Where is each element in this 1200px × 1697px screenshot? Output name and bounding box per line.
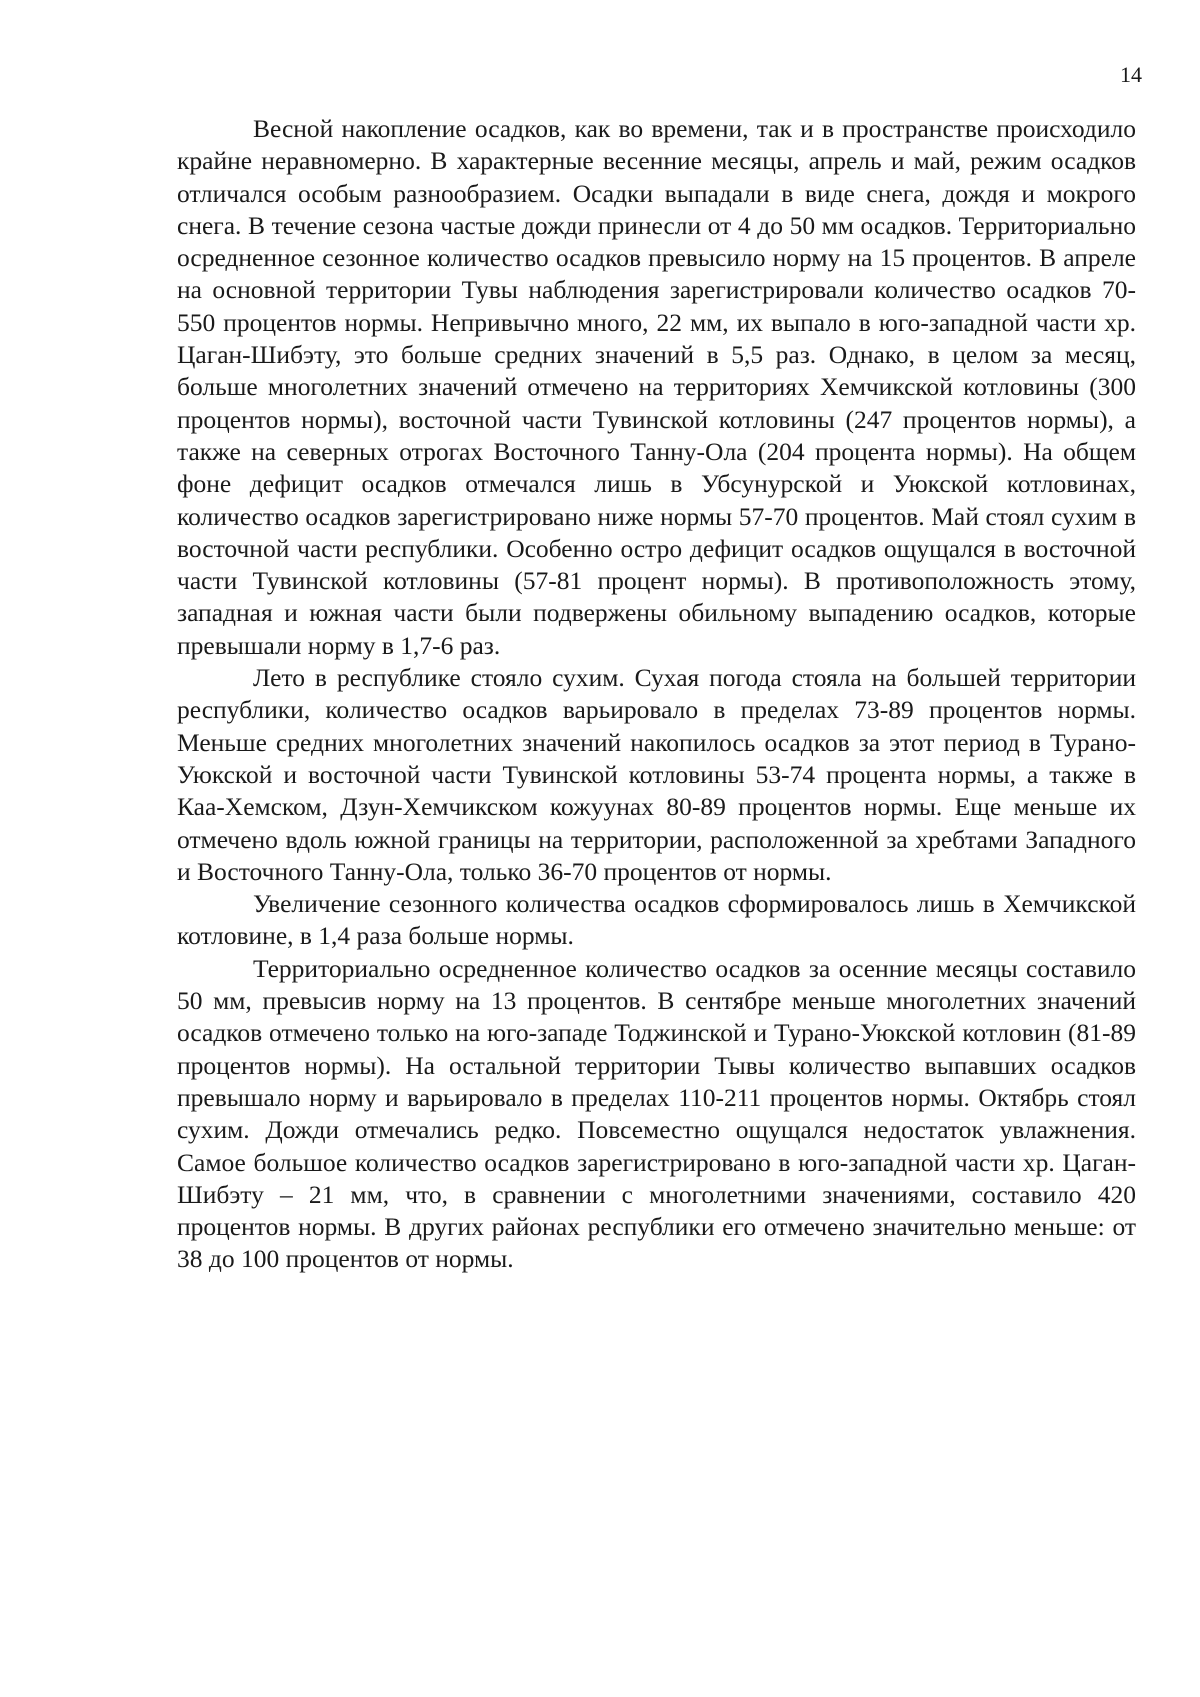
paragraph-spring: Весной накопление осадков, как во времени, так и в пространстве происходило крайне неравномерно. В характерные весенние месяцы, апрель и май, режим осадков отличался особым разнообразием. Осадки выпадали в виде снега, дождя и мокрого снега. В течение сезона частые дожди принесли от 4 до 50 мм осадков. Территориально осредненное сезонное количество осадков превысило норму на 15 процентов. В апреле на основной территории Тувы наблюдения зарегистрировали количество осадков 70-550 процентов нормы. Непривычно много, 22 мм, их выпало в юго-западной части хр. Цаган-Шибэту, это больше средних значений в 5,5 раз. Однако, в целом за месяц, больше многолетних значений отмечено на территориях Хемчикской котловины (300 процентов нормы), восточной части Тувинской котловины (247 процентов нормы), а также на северных отрогах Восточного Танну-Ола (204 процента нормы). На общем фоне дефицит осадков отмечался лишь в Убсунурской и Уюкской котловинах, количество осадков зарегистрировано ниже нормы 57-70 процентов. Май стоял сухим в восточной части республики. Особенно остро дефицит осадков ощущался в восточной части Тувинской котловины (57-81 процент нормы). В противоположность этому, западная и южная части были подвержены обильному выпадению осадков, которые превышали норму в 1,7-6 раз.: [177, 114, 1136, 660]
paragraph-summer-increase: Увеличение сезонного количества осадков сформировалось лишь в Хемчикской котловине, в 1,4 раза больше нормы.: [177, 889, 1136, 951]
page-number: 14: [1120, 62, 1142, 87]
document-body: [177, 113, 1136, 1276]
paragraph-summer: Лето в республике стояло сухим. Сухая погода стояла на большей территории республики, количество осадков варьировало в пределах 73-89 процентов нормы. Меньше средних многолетних значений накопилось осадков за этот период в Турано-Уюкской и восточной части Тувинской котловины 53-74 процента нормы, а также в Каа-Хемском, Дзун-Хемчикском кожуунах 80-89 процентов нормы. Еще меньше их отмечено вдоль южной границы на территории, расположенной за хребтами Западного и Восточного Танну-Ола, только 36-70 процентов от нормы.: [177, 663, 1136, 886]
paragraph-autumn: Территориально осредненное количество осадков за осенние месяцы составило 50 мм, превысив норму на 13 процентов. В сентябре меньше многолетних значений осадков отмечено только на юго-западе Тоджинской и Турано-Уюкской котловин (81-89 процентов нормы). На остальной территории Тывы количество выпавших осадков превышало норму и варьировало в пределах 110-211 процентов нормы. Октябрь стоял сухим. Дожди отмечались редко. Повсеместно ощущался недостаток увлажнения. Самое большое количество осадков зарегистрировано в юго-западной части хр. Цаган-Шибэту – 21 мм, что, в сравнении с многолетними значениями, составило 420 процентов нормы. В других районах республики его отмечено значительно меньше: от 38 до 100 процентов от нормы.: [177, 953, 1136, 1274]
